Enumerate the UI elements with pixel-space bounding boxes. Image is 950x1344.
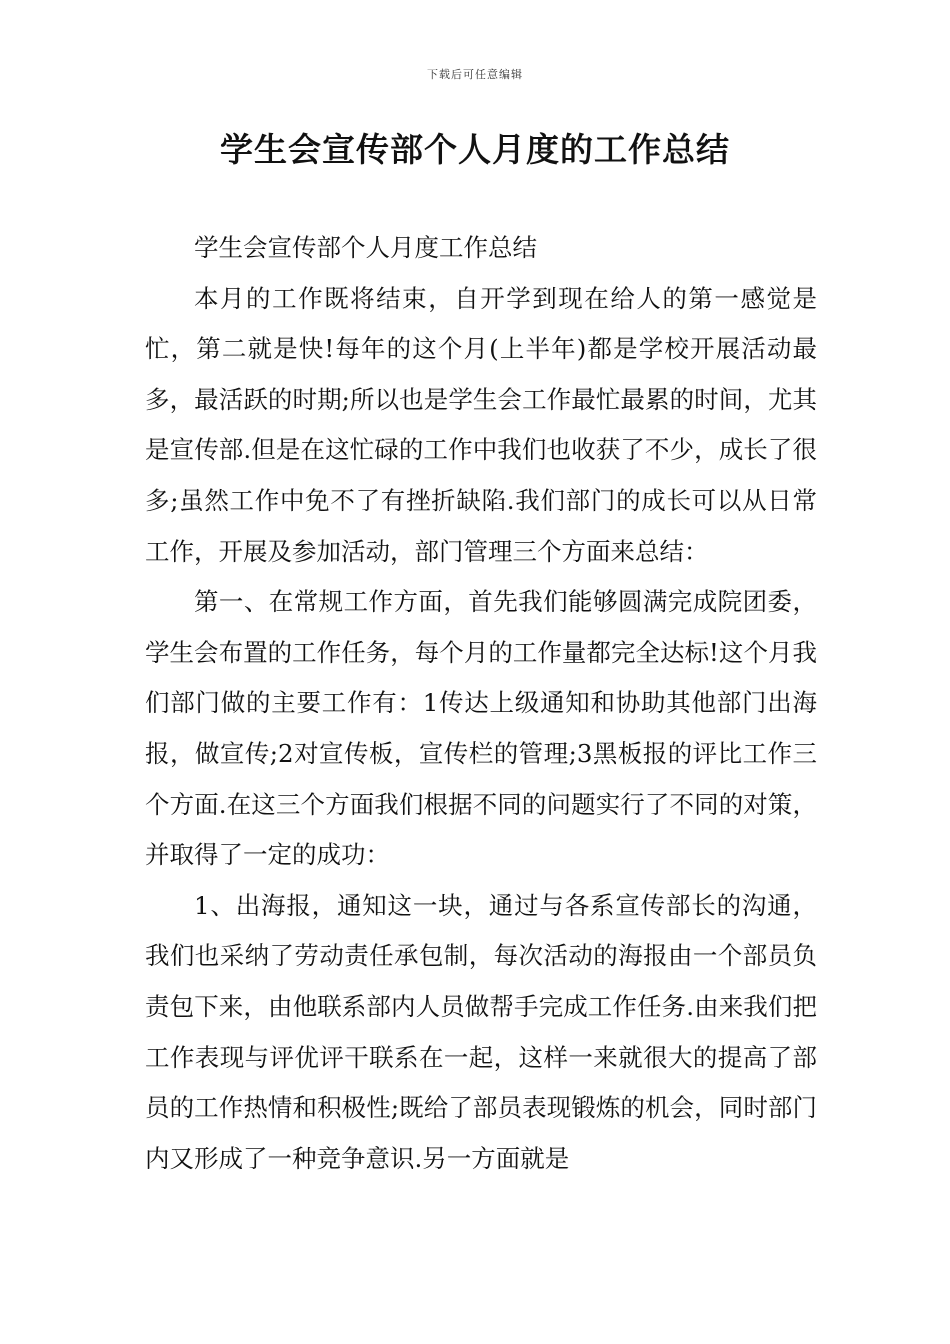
paragraph-posters: 1、出海报，通知这一块，通过与各系宣传部长的沟通，我们也采纳了劳动责任承包制，每次活动的海报由一个部员负责包下来，由他联系部内人员做帮手完成工作任务.由来我们把工作表现与评优评干联系在一起，这样一来就很大的提高了部员的工作热情和积极性;既给了部员表现锻炼的机会，同时部门内又形成了一种竞争意识.另一方面就是: [145, 890, 817, 1173]
document-body: [145, 223, 817, 1184]
paragraph-subtitle: 学生会宣传部个人月度工作总结: [194, 233, 537, 262]
paragraph-routine-work: 第一、在常规工作方面，首先我们能够圆满完成院团委，学生会布置的工作任务，每个月的工作量都完全达标!这个月我们部门做的主要工作有：1传达上级通知和协助其他部门出海报，做宣传;2对宣传板，宣传栏的管理;3黑板报的评比工作三个方面.在这三个方面我们根据不同的问题实行了不同的对策，并取得了一定的成功：: [145, 587, 817, 870]
paragraph-intro: 本月的工作既将结束，自开学到现在给人的第一感觉是忙，第二就是快!每年的这个月(上半年)都是学校开展活动最多，最活跃的时期;所以也是学生会工作最忙最累的时间，尤其是宣传部.但是在这忙碌的工作中我们也收获了不少，成长了很多;虽然工作中免不了有挫折缺陷.我们部门的成长可以从日常工作，开展及参加活动，部门管理三个方面来总结：: [145, 283, 817, 566]
header-note: 下载后可任意编辑: [427, 68, 523, 81]
document-title: 学生会宣传部个人月度的工作总结: [220, 130, 730, 169]
